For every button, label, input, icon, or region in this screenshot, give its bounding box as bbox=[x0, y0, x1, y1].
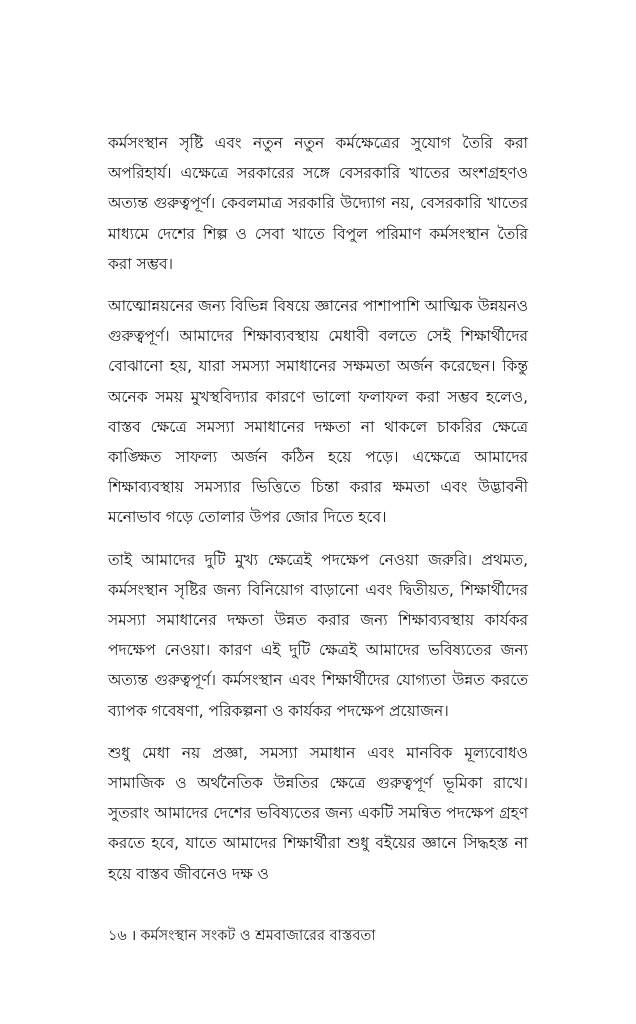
paragraph-2: আত্মোন্নয়নের জন্য বিভিন্ন বিষয়ে জ্ঞানের পাশাপাশি আত্মিক উন্নয়নও গুরুত্বপূর্ণ। আমাদের শিক্ষাব্যবস্থায় মেধাবী বলতে সেই শিক্ষার্থীদের বোঝানো হয়, যারা সমস্যা সমাধানের সক্ষমতা অর্জন করেছেন। কিন্তু অনেক সময় মুখস্থবিদ্যার কারণে ভালো ফলাফল করা সম্ভব হলেও, বাস্তব ক্ষেত্রে সমস্যা সমাধানের দক্ষতা না থাকলে চাকরির ক্ষেত্রে কাঙ্ক্ষিত সাফল্য অর্জন কঠিন হয়ে পড়ে। এক্ষেত্রে আমাদের শিক্ষাব্যবস্থায় সমস্যার ভিত্তিতে চিন্তা করার ক্ষমতা এবং উদ্ভাবনী মনোভাব গড়ে তোলার উপর জোর দিতে হবে। bbox=[108, 297, 528, 527]
paragraph-4: শুধু মেধা নয় প্রজ্ঞা, সমস্যা সমাধান এবং মানবিক মূল্যবোধও সামাজিক ও অর্থনৈতিক উন্নতির ক্ষেত্রে গুরুত্বপূর্ণ ভূমিকা রাখে। সুতরাং আমাদের দেশের ভবিষ্যতের জন্য একটি সমন্বিত পদক্ষেপ গ্রহণ করতে হবে, যাতে আমাদের শিক্ষার্থীরা শুধু বইয়ের জ্ঞানে সিদ্ধহস্ত না হয়ে বাস্তব জীবনেও দক্ষ ও bbox=[108, 743, 528, 883]
page-footer bbox=[108, 924, 528, 948]
paragraph-3: তাই আমাদের দুটি মুখ্য ক্ষেত্রেই পদক্ষেপ নেওয়া জরুরি। প্রথমত, কর্মসংস্থান সৃষ্টির জন্য বিনিয়োগ বাড়ানো এবং দ্বিতীয়ত, শিক্ষার্থীদের সমস্যা সমাধানের দক্ষতা উন্নত করার জন্য শিক্ষাব্যবস্থায় কার্যকর পদক্ষেপ নেওয়া। কারণ এই দুটি ক্ষেত্রই আমাদের ভবিষ্যতের জন্য অত্যন্ত গুরুত্বপূর্ণ। কর্মসংস্থান এবং শিক্ষার্থীদের যোগ্যতা উন্নত করতে ব্যাপক গবেষণা, পরিকল্পনা ও কার্যকর পদক্ষেপ প্রয়োজন। bbox=[108, 550, 528, 720]
page-number: ১৬ bbox=[108, 928, 127, 944]
paragraph-1: কর্মসংস্থান সৃষ্টি এবং নতুন নতুন কর্মক্ষেত্রের সুযোগ তৈরি করা অপরিহার্য। এক্ষেত্রে সরকারের সঙ্গে বেসরকারি খাতের অংশগ্রহণও অত্যন্ত গুরুত্বপূর্ণ। কেবলমাত্র সরকারি উদ্যোগ নয়, বেসরকারি খাতের মাধ্যমে দেশের শিল্প ও সেবা খাতে বিপুল পরিমাণ কর্মসংস্থান তৈরি করা সম্ভব। bbox=[108, 134, 528, 273]
footer-separator: । bbox=[130, 928, 137, 944]
page-body bbox=[108, 128, 528, 901]
running-title: কর্মসংস্থান সংকট ও শ্রমবাজারের বাস্তবতা bbox=[140, 928, 376, 944]
